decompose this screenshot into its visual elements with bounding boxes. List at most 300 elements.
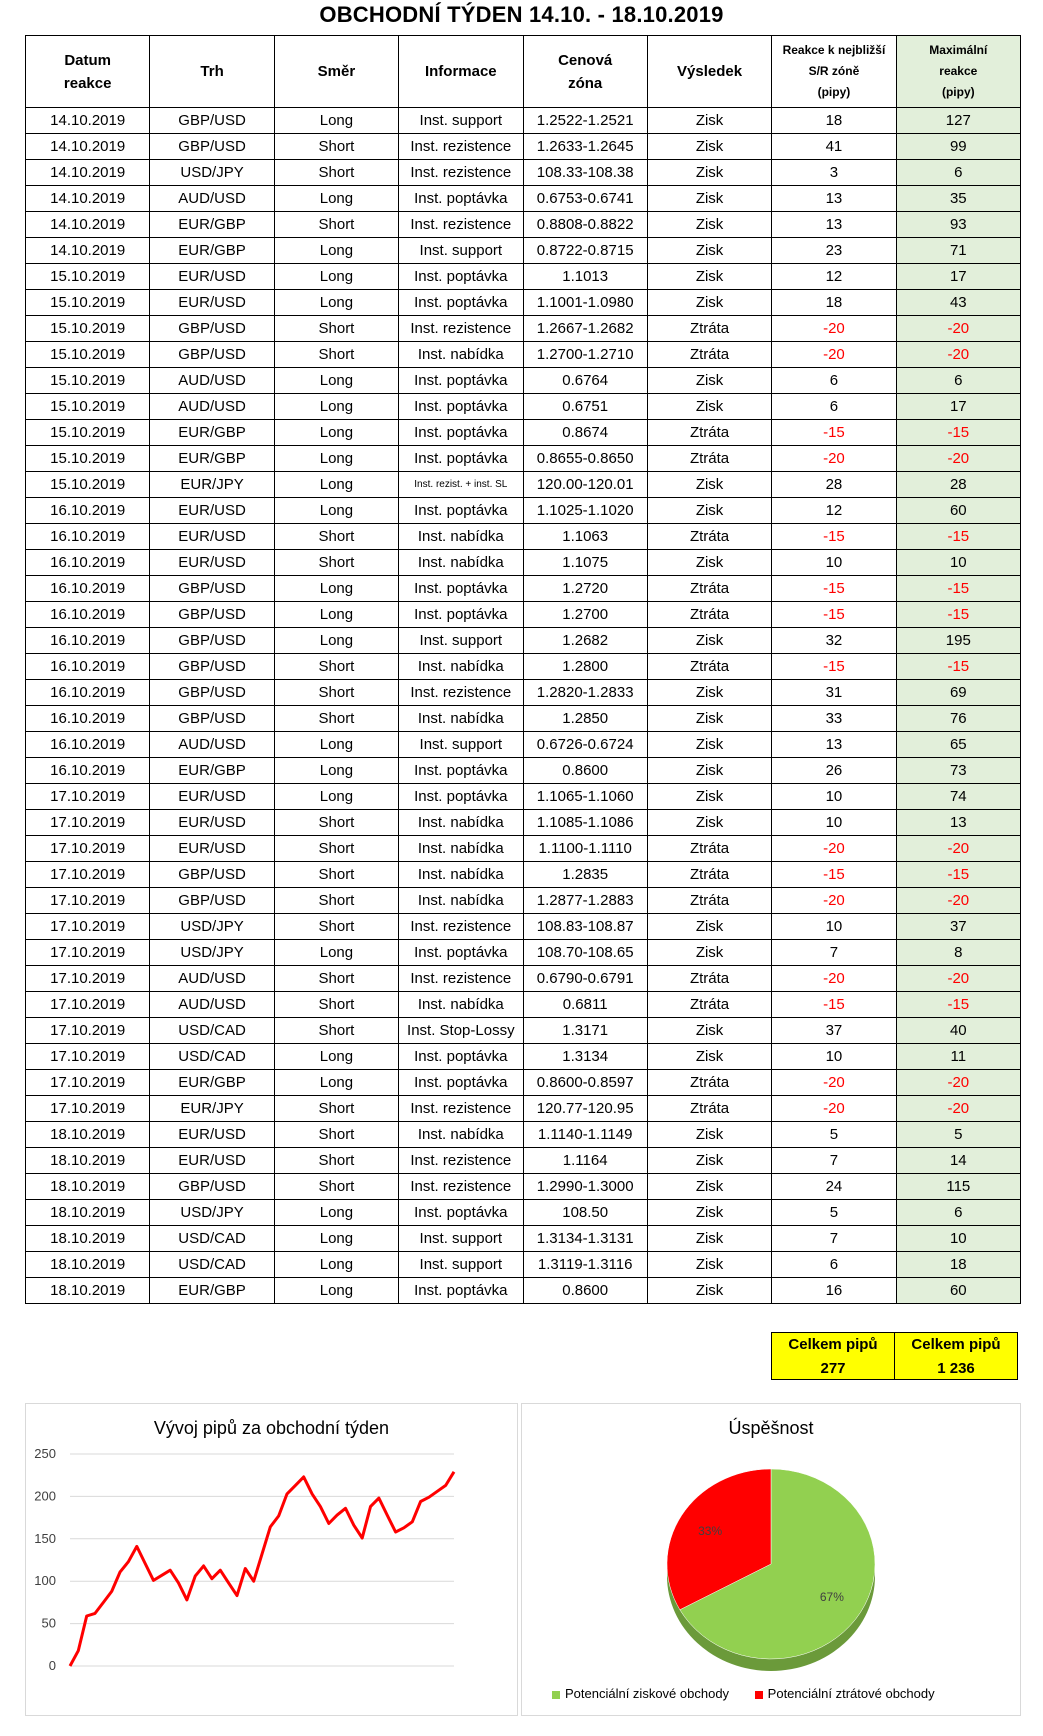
cell-informace: Inst. rezistence	[399, 1096, 523, 1122]
cell-trh: AUD/USD	[150, 368, 274, 394]
cell-cenova-zona: 1.3119-1.3116	[523, 1252, 647, 1278]
table-row	[26, 706, 1021, 732]
cell-informace: Inst. support	[399, 108, 523, 134]
cell-maximalni: 43	[896, 290, 1020, 316]
cell-informace: Inst. rezistence	[399, 1148, 523, 1174]
cell-informace: Inst. nabídka	[399, 1122, 523, 1148]
cell-vysledek: Zisk	[647, 1174, 771, 1200]
cell-reakce: 18	[772, 108, 896, 134]
table-row	[26, 264, 1021, 290]
table-row	[26, 290, 1021, 316]
cell-trh: USD/JPY	[150, 940, 274, 966]
cell-vysledek: Zisk	[647, 394, 771, 420]
cell-reakce: 6	[772, 368, 896, 394]
cell-cenova-zona: 1.1025-1.1020	[523, 498, 647, 524]
cell-smer: Short	[274, 966, 398, 992]
cell-reakce: 13	[772, 186, 896, 212]
cell-trh: AUD/USD	[150, 186, 274, 212]
cell-informace: Inst. rezistence	[399, 134, 523, 160]
cell-cenova-zona: 1.2667-1.2682	[523, 316, 647, 342]
cell-reakce: 24	[772, 1174, 896, 1200]
cell-informace: Inst. poptávka	[399, 290, 523, 316]
cell-smer: Short	[274, 550, 398, 576]
cell-cenova-zona: 1.1001-1.0980	[523, 290, 647, 316]
cell-maximalni: 195	[896, 628, 1020, 654]
cell-smer: Short	[274, 316, 398, 342]
cell-vysledek: Ztráta	[647, 602, 771, 628]
cell-informace: Inst. support	[399, 238, 523, 264]
cell-trh: USD/CAD	[150, 1044, 274, 1070]
table-row	[26, 758, 1021, 784]
cell-trh: EUR/USD	[150, 524, 274, 550]
cell-trh: AUD/USD	[150, 394, 274, 420]
cell-vysledek: Zisk	[647, 550, 771, 576]
cell-smer: Short	[274, 862, 398, 888]
cell-maximalni: -15	[896, 992, 1020, 1018]
cell-smer: Long	[274, 446, 398, 472]
header-cenova-line1: Cenová	[558, 51, 613, 69]
cell-informace: Inst. poptávka	[399, 1278, 523, 1304]
cell-vysledek: Ztráta	[647, 576, 771, 602]
cell-datum: 17.10.2019	[26, 1070, 150, 1096]
cell-smer: Short	[274, 524, 398, 550]
cell-smer: Long	[274, 1252, 398, 1278]
table-row	[26, 914, 1021, 940]
cell-smer: Long	[274, 498, 398, 524]
cell-informace: Inst. nabídka	[399, 550, 523, 576]
cell-datum: 18.10.2019	[26, 1148, 150, 1174]
cell-trh: GBP/USD	[150, 706, 274, 732]
table-row	[26, 1200, 1021, 1226]
table-row	[26, 212, 1021, 238]
cell-trh: USD/CAD	[150, 1018, 274, 1044]
cell-informace: Inst. rezist. + inst. SL	[399, 472, 523, 498]
cell-datum: 18.10.2019	[26, 1122, 150, 1148]
cell-reakce: 28	[772, 472, 896, 498]
cell-datum: 16.10.2019	[26, 758, 150, 784]
table-header-row	[26, 36, 1021, 108]
cell-smer: Long	[274, 264, 398, 290]
cell-smer: Short	[274, 1096, 398, 1122]
cell-vysledek: Zisk	[647, 706, 771, 732]
cell-informace: Inst. nabídka	[399, 524, 523, 550]
cell-vysledek: Zisk	[647, 134, 771, 160]
cell-smer: Short	[274, 706, 398, 732]
cell-cenova-zona: 108.33-108.38	[523, 160, 647, 186]
cell-trh: EUR/USD	[150, 836, 274, 862]
cell-cenova-zona: 0.8600	[523, 758, 647, 784]
header-maximalni	[896, 36, 1020, 108]
cell-trh: GBP/USD	[150, 602, 274, 628]
cell-vysledek: Zisk	[647, 238, 771, 264]
cell-reakce: 10	[772, 784, 896, 810]
cell-cenova-zona: 1.2835	[523, 862, 647, 888]
cell-datum: 15.10.2019	[26, 446, 150, 472]
cell-datum: 17.10.2019	[26, 784, 150, 810]
pie-data-label: 67%	[819, 1589, 844, 1604]
cell-datum: 17.10.2019	[26, 1044, 150, 1070]
cell-vysledek: Zisk	[647, 810, 771, 836]
header-maximalni-line2: reakce	[939, 64, 978, 78]
cell-smer: Long	[274, 1278, 398, 1304]
table-row	[26, 108, 1021, 134]
cell-informace: Inst. nabídka	[399, 706, 523, 732]
cell-maximalni: 6	[896, 160, 1020, 186]
cell-trh: GBP/USD	[150, 654, 274, 680]
cell-maximalni: 35	[896, 186, 1020, 212]
cell-informace: Inst. rezistence	[399, 680, 523, 706]
cell-informace: Inst. nabídka	[399, 342, 523, 368]
table-row	[26, 316, 1021, 342]
cell-trh: EUR/USD	[150, 290, 274, 316]
header-reakce-line1: Reakce k nejbližší	[782, 43, 886, 57]
cell-vysledek: Zisk	[647, 1148, 771, 1174]
cell-cenova-zona: 1.2820-1.2833	[523, 680, 647, 706]
cell-reakce: 23	[772, 238, 896, 264]
cell-datum: 17.10.2019	[26, 1096, 150, 1122]
cell-maximalni: -20	[896, 342, 1020, 368]
cell-cenova-zona: 1.1140-1.1149	[523, 1122, 647, 1148]
cell-cenova-zona: 1.2800	[523, 654, 647, 680]
cell-informace: Inst. poptávka	[399, 186, 523, 212]
cell-reakce: -15	[772, 524, 896, 550]
cell-maximalni: 17	[896, 264, 1020, 290]
cell-smer: Long	[274, 602, 398, 628]
cell-informace: Inst. support	[399, 628, 523, 654]
cell-datum: 17.10.2019	[26, 992, 150, 1018]
cell-datum: 16.10.2019	[26, 576, 150, 602]
cell-vysledek: Zisk	[647, 940, 771, 966]
cell-datum: 15.10.2019	[26, 420, 150, 446]
cell-vysledek: Ztráta	[647, 862, 771, 888]
cell-smer: Short	[274, 134, 398, 160]
cell-datum: 17.10.2019	[26, 862, 150, 888]
cell-informace: Inst. poptávka	[399, 394, 523, 420]
cell-maximalni: 6	[896, 1200, 1020, 1226]
cell-cenova-zona: 108.83-108.87	[523, 914, 647, 940]
cell-trh: EUR/GBP	[150, 446, 274, 472]
cell-trh: AUD/USD	[150, 992, 274, 1018]
cell-maximalni: 13	[896, 810, 1020, 836]
cell-informace: Inst. nabídka	[399, 654, 523, 680]
cell-cenova-zona: 0.6751	[523, 394, 647, 420]
cell-reakce: 37	[772, 1018, 896, 1044]
cell-vysledek: Zisk	[647, 186, 771, 212]
cell-smer: Short	[274, 342, 398, 368]
cell-vysledek: Ztráta	[647, 992, 771, 1018]
cell-trh: USD/CAD	[150, 1252, 274, 1278]
cell-maximalni: -15	[896, 602, 1020, 628]
cell-datum: 16.10.2019	[26, 706, 150, 732]
cell-maximalni: 74	[896, 784, 1020, 810]
cell-datum: 16.10.2019	[26, 732, 150, 758]
cell-smer: Short	[274, 810, 398, 836]
cell-informace: Inst. nabídka	[399, 810, 523, 836]
cell-trh: EUR/GBP	[150, 420, 274, 446]
table-row	[26, 238, 1021, 264]
cell-informace: Inst. poptávka	[399, 784, 523, 810]
cell-reakce: 3	[772, 160, 896, 186]
cell-smer: Short	[274, 888, 398, 914]
cell-vysledek: Zisk	[647, 1044, 771, 1070]
total-reakce-label: Celkem pipů	[788, 1336, 878, 1353]
cell-cenova-zona: 0.8600	[523, 1278, 647, 1304]
cell-cenova-zona: 0.8655-0.8650	[523, 446, 647, 472]
cell-trh: EUR/GBP	[150, 1278, 274, 1304]
cell-smer: Long	[274, 186, 398, 212]
cell-reakce: 13	[772, 212, 896, 238]
cell-maximalni: -20	[896, 966, 1020, 992]
table-row	[26, 1226, 1021, 1252]
cell-reakce: 7	[772, 1148, 896, 1174]
pie-chart-title: Úspěšnost	[728, 1418, 814, 1438]
cell-datum: 15.10.2019	[26, 394, 150, 420]
cell-trh: GBP/USD	[150, 108, 274, 134]
cell-trh: EUR/JPY	[150, 472, 274, 498]
cell-cenova-zona: 1.1085-1.1086	[523, 810, 647, 836]
cell-vysledek: Zisk	[647, 758, 771, 784]
table-row	[26, 654, 1021, 680]
cell-informace: Inst. support	[399, 1226, 523, 1252]
table-row	[26, 342, 1021, 368]
cell-trh: AUD/USD	[150, 966, 274, 992]
cell-cenova-zona: 1.3171	[523, 1018, 647, 1044]
cell-smer: Short	[274, 680, 398, 706]
cell-cenova-zona: 1.1100-1.1110	[523, 836, 647, 862]
pie-legend	[552, 1686, 957, 1701]
cell-informace: Inst. nabídka	[399, 992, 523, 1018]
cell-trh: GBP/USD	[150, 862, 274, 888]
table-row	[26, 394, 1021, 420]
cell-informace: Inst. rezistence	[399, 914, 523, 940]
header-cenova-line2: zóna	[568, 74, 603, 92]
cell-reakce: 12	[772, 264, 896, 290]
y-tick-label: 250	[34, 1446, 56, 1461]
cell-reakce: 33	[772, 706, 896, 732]
cell-maximalni: -20	[896, 1096, 1020, 1122]
cell-vysledek: Ztráta	[647, 524, 771, 550]
cell-smer: Long	[274, 784, 398, 810]
cell-trh: USD/JPY	[150, 1200, 274, 1226]
cell-reakce: 5	[772, 1122, 896, 1148]
cell-vysledek: Zisk	[647, 732, 771, 758]
trades-table	[25, 35, 1021, 1304]
header-trh: Trh	[150, 36, 274, 108]
cell-datum: 14.10.2019	[26, 108, 150, 134]
cell-smer: Long	[274, 420, 398, 446]
header-vysledek: Výsledek	[647, 36, 771, 108]
total-reakce-box	[771, 1332, 895, 1380]
cell-maximalni: -15	[896, 524, 1020, 550]
cell-datum: 15.10.2019	[26, 342, 150, 368]
cell-cenova-zona: 0.8722-0.8715	[523, 238, 647, 264]
cell-reakce: -15	[772, 654, 896, 680]
cell-informace: Inst. support	[399, 1252, 523, 1278]
table-row	[26, 1174, 1021, 1200]
cell-trh: GBP/USD	[150, 680, 274, 706]
cell-trh: EUR/USD	[150, 784, 274, 810]
cell-trh: GBP/USD	[150, 888, 274, 914]
cell-smer: Long	[274, 940, 398, 966]
table-row	[26, 784, 1021, 810]
cell-smer: Short	[274, 160, 398, 186]
cell-reakce: -15	[772, 576, 896, 602]
cell-reakce: 7	[772, 1226, 896, 1252]
cell-smer: Long	[274, 238, 398, 264]
cell-reakce: -20	[772, 966, 896, 992]
page-title: OBCHODNÍ TÝDEN 14.10. - 18.10.2019	[319, 2, 724, 27]
cell-maximalni: -20	[896, 888, 1020, 914]
cell-smer: Long	[274, 576, 398, 602]
cell-maximalni: 65	[896, 732, 1020, 758]
cell-smer: Long	[274, 472, 398, 498]
cell-datum: 17.10.2019	[26, 836, 150, 862]
cell-reakce: -20	[772, 836, 896, 862]
cell-trh: EUR/GBP	[150, 758, 274, 784]
cell-reakce: 10	[772, 914, 896, 940]
table-row	[26, 1018, 1021, 1044]
cell-datum: 16.10.2019	[26, 628, 150, 654]
cell-maximalni: 71	[896, 238, 1020, 264]
header-datum-line2: reakce	[63, 74, 112, 92]
cell-cenova-zona: 0.6764	[523, 368, 647, 394]
cell-cenova-zona: 1.1164	[523, 1148, 647, 1174]
cell-smer: Short	[274, 1174, 398, 1200]
legend-swatch-win	[552, 1691, 560, 1699]
cell-cenova-zona: 1.2522-1.2521	[523, 108, 647, 134]
cell-reakce: -20	[772, 1070, 896, 1096]
cell-informace: Inst. rezistence	[399, 212, 523, 238]
table-row	[26, 1278, 1021, 1304]
table-row	[26, 1252, 1021, 1278]
cell-informace: Inst. poptávka	[399, 576, 523, 602]
cell-smer: Short	[274, 212, 398, 238]
table-row	[26, 940, 1021, 966]
cell-vysledek: Ztráta	[647, 654, 771, 680]
cell-informace: Inst. poptávka	[399, 446, 523, 472]
cell-cenova-zona: 1.2700-1.2710	[523, 342, 647, 368]
table-row	[26, 810, 1021, 836]
cell-datum: 14.10.2019	[26, 238, 150, 264]
cell-cenova-zona: 120.00-120.01	[523, 472, 647, 498]
cell-trh: GBP/USD	[150, 316, 274, 342]
cell-informace: Inst. poptávka	[399, 264, 523, 290]
cell-datum: 17.10.2019	[26, 810, 150, 836]
cell-vysledek: Zisk	[647, 160, 771, 186]
cell-maximalni: -20	[896, 836, 1020, 862]
cell-datum: 17.10.2019	[26, 940, 150, 966]
cell-vysledek: Ztráta	[647, 1070, 771, 1096]
table-row	[26, 732, 1021, 758]
cell-smer: Long	[274, 1226, 398, 1252]
cell-cenova-zona: 1.1013	[523, 264, 647, 290]
legend-item-win	[552, 1686, 729, 1701]
cell-datum: 14.10.2019	[26, 186, 150, 212]
cell-informace: Inst. rezistence	[399, 1174, 523, 1200]
cell-vysledek: Zisk	[647, 290, 771, 316]
cell-datum: 15.10.2019	[26, 264, 150, 290]
legend-item-loss	[755, 1686, 935, 1701]
cell-datum: 17.10.2019	[26, 888, 150, 914]
y-tick-label: 50	[41, 1615, 56, 1631]
cell-vysledek: Zisk	[647, 628, 771, 654]
cell-cenova-zona: 1.2990-1.3000	[523, 1174, 647, 1200]
cell-smer: Short	[274, 1122, 398, 1148]
cell-informace: Inst. nabídka	[399, 836, 523, 862]
cell-trh: EUR/USD	[150, 264, 274, 290]
cell-cenova-zona: 1.2700	[523, 602, 647, 628]
cell-cenova-zona: 0.8674	[523, 420, 647, 446]
table-row	[26, 134, 1021, 160]
total-reakce-value: 277	[820, 1360, 846, 1377]
cell-informace: Inst. nabídka	[399, 888, 523, 914]
cell-vysledek: Zisk	[647, 1252, 771, 1278]
cell-maximalni: 10	[896, 550, 1020, 576]
cell-datum: 15.10.2019	[26, 368, 150, 394]
table-row	[26, 888, 1021, 914]
cell-datum: 17.10.2019	[26, 914, 150, 940]
cell-datum: 18.10.2019	[26, 1174, 150, 1200]
cell-maximalni: 60	[896, 498, 1020, 524]
cell-trh: GBP/USD	[150, 1174, 274, 1200]
cell-datum: 15.10.2019	[26, 316, 150, 342]
cell-reakce: 5	[772, 1200, 896, 1226]
cell-reakce: 12	[772, 498, 896, 524]
table-row	[26, 836, 1021, 862]
cell-reakce: -20	[772, 316, 896, 342]
cell-trh: EUR/USD	[150, 1122, 274, 1148]
cell-maximalni: -20	[896, 1070, 1020, 1096]
cell-vysledek: Ztráta	[647, 420, 771, 446]
cell-datum: 16.10.2019	[26, 602, 150, 628]
cell-vysledek: Ztráta	[647, 446, 771, 472]
cell-reakce: -20	[772, 342, 896, 368]
cell-datum: 18.10.2019	[26, 1252, 150, 1278]
cell-vysledek: Zisk	[647, 1122, 771, 1148]
table-row	[26, 1070, 1021, 1096]
total-maximalni-label: Celkem pipů	[911, 1336, 1001, 1353]
cell-vysledek: Zisk	[647, 264, 771, 290]
cell-informace: Inst. Stop-Lossy	[399, 1018, 523, 1044]
table-row	[26, 472, 1021, 498]
cell-vysledek: Ztráta	[647, 836, 771, 862]
cell-datum: 17.10.2019	[26, 1018, 150, 1044]
cell-trh: USD/CAD	[150, 1226, 274, 1252]
cell-cenova-zona: 0.6811	[523, 992, 647, 1018]
table-row	[26, 368, 1021, 394]
cell-vysledek: Zisk	[647, 368, 771, 394]
cell-smer: Long	[274, 1044, 398, 1070]
table-row	[26, 602, 1021, 628]
cell-cenova-zona: 120.77-120.95	[523, 1096, 647, 1122]
cell-datum: 15.10.2019	[26, 472, 150, 498]
table-row	[26, 420, 1021, 446]
table-row	[26, 1096, 1021, 1122]
legend-label-win: Potenciální ziskové obchody	[565, 1686, 730, 1701]
cell-maximalni: 127	[896, 108, 1020, 134]
cell-informace: Inst. rezistence	[399, 966, 523, 992]
cell-cenova-zona: 0.6726-0.6724	[523, 732, 647, 758]
cell-maximalni: 76	[896, 706, 1020, 732]
cell-cenova-zona: 1.2720	[523, 576, 647, 602]
cell-datum: 16.10.2019	[26, 550, 150, 576]
cell-informace: Inst. rezistence	[399, 316, 523, 342]
pie-chart	[521, 1403, 1021, 1716]
cell-smer: Short	[274, 992, 398, 1018]
cell-reakce: 10	[772, 1044, 896, 1070]
cell-maximalni: -15	[896, 576, 1020, 602]
cell-trh: GBP/USD	[150, 576, 274, 602]
